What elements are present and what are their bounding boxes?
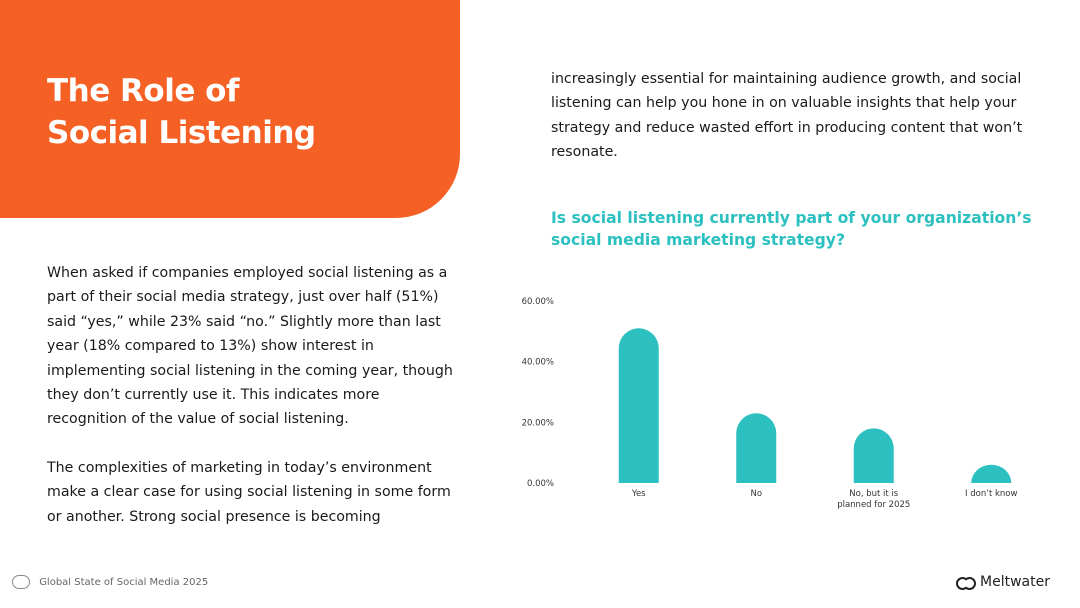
bar	[619, 328, 659, 483]
footer-page-label	[12, 575, 208, 589]
x-tick-label: I don’t know	[965, 489, 1018, 499]
y-tick-label: 0.00%	[526, 479, 554, 489]
body-paragraph-1: When asked if companies employed social listening as a part of their social media strategy, just over half (51%) said “yes,” while 23% said “no.” Slightly more than last year (18% compared to 13%) show interest in implementing social listening in the coming year, though they don’t currently use it. This indicates more recognition of the value of social listening.	[47, 265, 453, 428]
y-tick-label: 20.00%	[521, 418, 554, 429]
page-title-line-1: The Role of	[47, 73, 239, 109]
x-tick-label: planned for 2025	[837, 500, 911, 510]
meltwater-logo-icon	[956, 577, 976, 588]
y-tick-label: 60.00%	[521, 297, 554, 307]
bar-chart	[520, 285, 1060, 525]
page-title-line-2: Social Listening	[47, 115, 316, 151]
bar	[854, 428, 894, 483]
x-tick-label: Yes	[631, 489, 646, 499]
bar	[736, 413, 776, 483]
brand-logo	[956, 574, 1050, 590]
title-banner	[0, 0, 460, 218]
chart-title: Is social listening currently part of your organization’s social media marketing strategy?	[551, 209, 1032, 249]
body-paragraph-continued: increasingly essential for maintaining audience growth, and social listening can help you hone in on valuable insights that help your strategy and reduce wasted effort in producing content that won’t resonate.	[551, 71, 1023, 161]
bar	[971, 465, 1011, 483]
x-tick-label: No	[750, 489, 763, 499]
y-tick-label: 40.00%	[521, 357, 554, 368]
page-title	[47, 70, 316, 154]
page-marker-icon	[12, 575, 30, 589]
body-paragraph-2: The complexities of marketing in today’s environment make a clear case for using social listening in some form or another. Strong social presence is becoming	[47, 460, 451, 525]
brand-name: Meltwater	[980, 574, 1050, 590]
x-tick-label: No, but it is	[849, 489, 899, 499]
footer-page-text: Global State of Social Media 2025	[39, 577, 209, 588]
